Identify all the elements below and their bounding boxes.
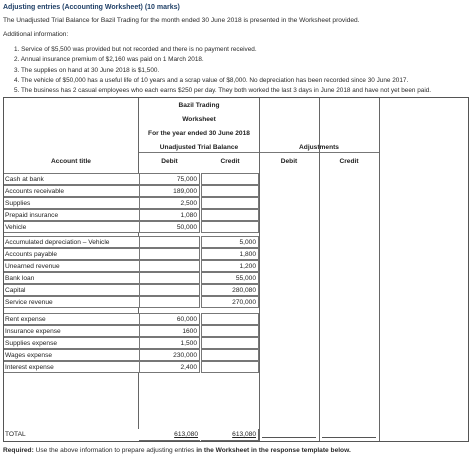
debit-cell: 230,000 (139, 349, 200, 361)
col-account-title: Account title (51, 158, 91, 165)
table-row (4, 325, 470, 337)
table-row (4, 221, 470, 233)
debit-cell: 50,000 (139, 221, 200, 233)
required-bold-text: in the Worksheet in the response template below. (196, 447, 351, 454)
total-credit: 613,080 (201, 429, 259, 441)
account-title-cell: Bank loan (4, 272, 196, 284)
required-label: Required: (3, 447, 34, 454)
account-title-cell: Rent expense (4, 313, 196, 325)
credit-cell: 280,080 (201, 284, 259, 296)
account-title-cell: Accounts payable (4, 248, 196, 260)
worksheet-name: Worksheet (182, 116, 216, 123)
worksheet-period: For the year ended 30 June 2018 (148, 130, 250, 137)
col-adjustments-debit: Debit (280, 158, 298, 165)
additional-info-item: 4. The vehicle of $50,000 has a useful life of 10 years and a scrap value of $8,000. No depreciation has been recorded since 30 June 2017. (14, 76, 409, 84)
table-row (4, 209, 470, 221)
credit-cell (201, 221, 259, 233)
credit-cell (201, 209, 259, 221)
account-title-cell: Cash at bank (4, 173, 196, 185)
credit-cell (201, 361, 259, 373)
debit-cell (139, 236, 200, 248)
table-row (4, 361, 470, 373)
account-title-cell: Insurance expense (4, 325, 196, 337)
debit-cell: 2,500 (139, 197, 200, 209)
table-row (4, 313, 470, 325)
worksheet-company: Bazil Trading (178, 102, 220, 109)
question-heading: Adjusting entries (Accounting Worksheet) (10 marks) (3, 4, 180, 11)
account-title-cell: Accounts receivable (4, 185, 196, 197)
account-title-cell: Interest expense (4, 361, 196, 373)
table-row (4, 173, 470, 185)
table-row (4, 260, 470, 272)
table-row (4, 236, 470, 248)
table-row (4, 296, 470, 308)
table-row (4, 349, 470, 361)
account-title-cell: Supplies (4, 197, 196, 209)
additional-info-item: 5. The business has 2 casual employees who each earns $250 per day. They both worked the last 3 days in June 2018 and have not yet been paid. (14, 87, 432, 95)
debit-cell (139, 272, 200, 284)
total-row (4, 429, 470, 441)
credit-cell: 270,000 (201, 296, 259, 308)
account-title-cell: Supplies expense (4, 337, 196, 349)
total-debit: 613,080 (139, 429, 200, 441)
additional-info-label: Additional information: (3, 31, 69, 38)
account-title-cell: Accumulated depreciation – Vehicle (4, 236, 196, 248)
debit-cell: 75,000 (139, 173, 200, 185)
worksheet-table (3, 97, 469, 442)
account-title-cell: Service revenue (4, 296, 196, 308)
account-title-cell: Capital (4, 284, 196, 296)
table-row (4, 248, 470, 260)
credit-cell (201, 185, 259, 197)
debit-cell: 189,000 (139, 185, 200, 197)
col-trial-debit: Debit (161, 158, 178, 165)
debit-cell: 1600 (139, 325, 200, 337)
debit-cell: 1,500 (139, 337, 200, 349)
account-title-cell: Wages expense (4, 349, 196, 361)
section-adjustments: Adjustments (299, 144, 339, 151)
credit-cell (201, 337, 259, 349)
debit-cell: 2,400 (139, 361, 200, 373)
col-trial-credit: Credit (220, 158, 240, 165)
credit-cell: 1,200 (201, 260, 259, 272)
section-unadjusted-trial-balance: Unadjusted Trial Balance (159, 144, 239, 151)
table-row (4, 272, 470, 284)
table-row (4, 185, 470, 197)
credit-cell (201, 313, 259, 325)
debit-cell (139, 260, 200, 272)
credit-cell: 55,000 (201, 272, 259, 284)
total-label: TOTAL (4, 429, 196, 441)
table-row (4, 284, 470, 296)
account-title-cell: Prepaid insurance (4, 209, 196, 221)
table-row (4, 197, 470, 209)
debit-cell: 1,080 (139, 209, 200, 221)
required-text: Use the above information to prepare adjusting entries (35, 447, 195, 454)
adjustments-total-line (262, 437, 316, 438)
credit-cell (201, 173, 259, 185)
required-instruction (3, 447, 351, 454)
additional-info-item: 3. The supplies on hand at 30 June 2018 is $1,500. (14, 66, 160, 74)
credit-cell: 5,000 (201, 236, 259, 248)
debit-cell (139, 284, 200, 296)
account-title-cell: Unearned revenue (4, 260, 196, 272)
credit-cell (201, 349, 259, 361)
adjustments-total-line (322, 437, 376, 438)
debit-cell (139, 248, 200, 260)
credit-cell: 1,800 (201, 248, 259, 260)
col-adjustments-credit: Credit (339, 158, 359, 165)
credit-cell (201, 325, 259, 337)
additional-info-list (14, 45, 431, 96)
credit-cell (201, 197, 259, 209)
intro-text: The Unadjusted Trial Balance for Bazil Trading for the month ended 30 June 2018 is presented in the Worksheet provided. (3, 17, 360, 24)
account-title-cell: Vehicle (4, 221, 196, 233)
additional-info-item: 2. Annual insurance premium of $2,160 was paid on 1 March 2018. (14, 56, 204, 64)
debit-cell (139, 296, 200, 308)
debit-cell: 60,000 (139, 313, 200, 325)
table-row (4, 337, 470, 349)
additional-info-item: 1. Service of $5,500 was provided but not recorded and there is no payment received. (14, 46, 257, 53)
